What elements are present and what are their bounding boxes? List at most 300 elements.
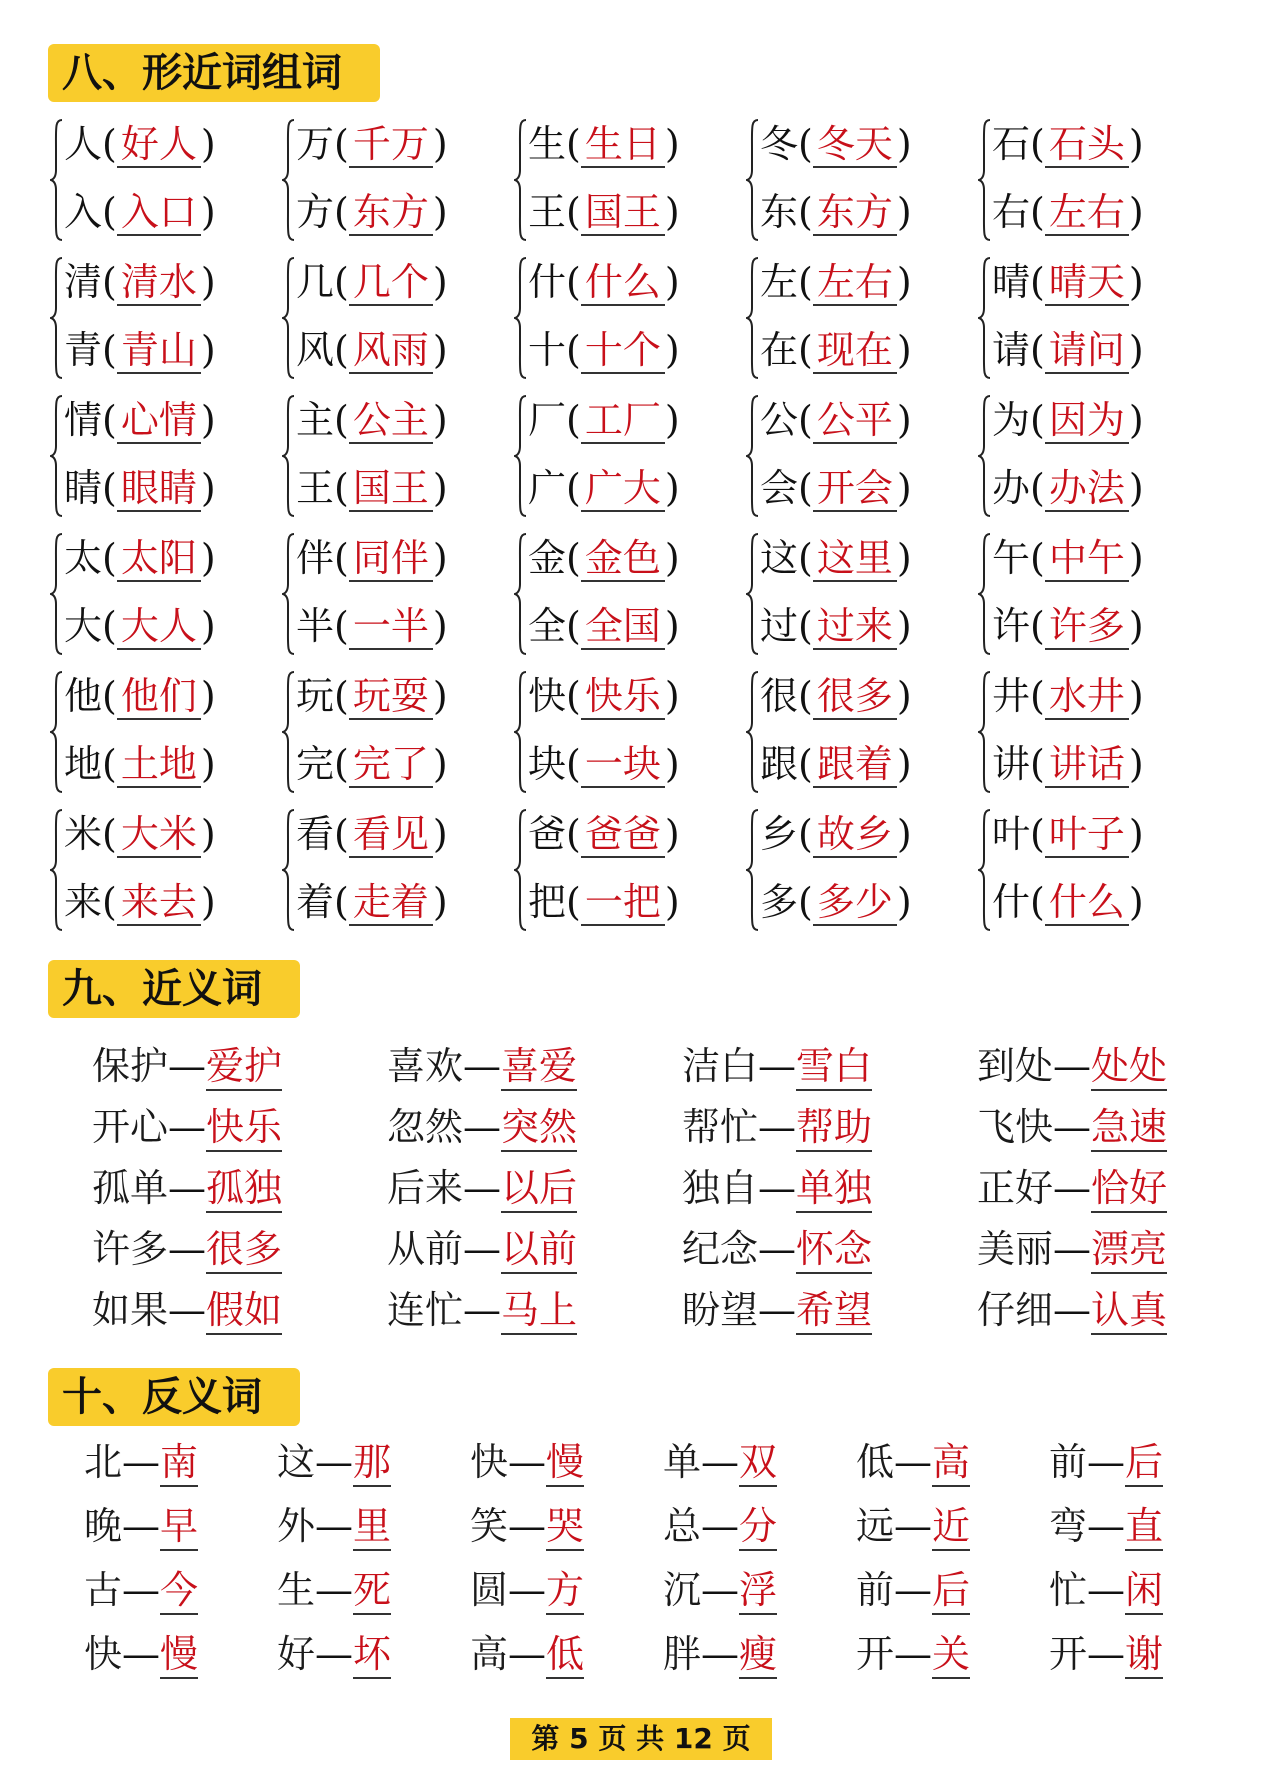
char-pair	[282, 250, 514, 388]
synonym-item	[92, 1040, 387, 1101]
synonym-word: 后来	[387, 1166, 464, 1210]
pair-line: 多( 多少 )	[760, 880, 912, 924]
antonym-word: 前	[1049, 1440, 1088, 1484]
char-pair	[746, 250, 978, 388]
synonym-item	[977, 1040, 1212, 1101]
dash: —	[463, 1044, 502, 1088]
base-char: 米	[64, 812, 103, 856]
synonym-word: 忽然	[387, 1105, 464, 1149]
dash: —	[508, 1568, 547, 1612]
answer-word: 国王	[349, 466, 433, 512]
pair-line: 入( 入口 )	[64, 190, 216, 234]
char-pair	[282, 112, 514, 250]
char-pair	[978, 250, 1208, 388]
dash: —	[168, 1166, 207, 1210]
antonym-item	[1049, 1628, 1209, 1692]
base-char: 跟	[760, 742, 799, 786]
base-char: 这	[760, 536, 799, 580]
dash: —	[1087, 1568, 1126, 1612]
brace-icon	[978, 394, 992, 518]
dash: —	[1087, 1440, 1126, 1484]
pair-line: 看( 看见 )	[296, 812, 448, 856]
pair-line: 右( 左右 )	[992, 190, 1144, 234]
char-pair	[50, 112, 282, 250]
antonym-word: 弯	[1049, 1504, 1088, 1548]
dash: —	[315, 1568, 354, 1612]
char-pair	[514, 664, 746, 802]
answer-word: 什么	[581, 260, 665, 306]
brace-icon	[282, 256, 296, 380]
antonym-item	[663, 1628, 856, 1692]
dash: —	[168, 1105, 207, 1149]
answer-word: 讲话	[1045, 742, 1129, 788]
pair-line: 半( 一半 )	[296, 604, 448, 648]
brace-icon	[50, 394, 64, 518]
answer-word: 国王	[581, 190, 665, 236]
base-char: 全	[528, 604, 567, 648]
answer-word: 入口	[117, 190, 201, 236]
dash: —	[1053, 1166, 1092, 1210]
answer-word: 东方	[813, 190, 897, 236]
char-pair	[746, 112, 978, 250]
char-pair	[978, 526, 1208, 664]
dash: —	[701, 1568, 740, 1612]
synonym-word: 如果	[92, 1288, 169, 1332]
answer-word: 十个	[581, 328, 665, 374]
antonym-word: 开	[1049, 1632, 1088, 1676]
brace-icon	[50, 256, 64, 380]
antonym-word: 外	[277, 1504, 316, 1548]
char-pair	[746, 802, 978, 940]
brace-icon	[746, 256, 760, 380]
pair-line: 办( 办法 )	[992, 466, 1144, 510]
base-char: 入	[64, 190, 103, 234]
synonym-answer: 爱护	[206, 1043, 282, 1091]
similar-char-grid	[50, 112, 1240, 942]
pair-line: 几( 几个 )	[296, 260, 448, 304]
answer-word: 土地	[117, 742, 201, 788]
antonym-answer: 方	[546, 1567, 584, 1615]
pair-line: 人( 好人 )	[64, 122, 216, 166]
answer-word: 公主	[349, 398, 433, 444]
base-char: 大	[64, 604, 103, 648]
dash: —	[508, 1440, 547, 1484]
pair-line: 米( 大米 )	[64, 812, 216, 856]
antonym-word: 好	[277, 1632, 316, 1676]
answer-word: 因为	[1045, 398, 1129, 444]
brace-icon	[746, 808, 760, 932]
antonym-word: 低	[856, 1440, 895, 1484]
antonym-answer: 南	[160, 1439, 198, 1487]
base-char: 办	[992, 466, 1031, 510]
synonym-answer: 马上	[501, 1287, 577, 1335]
pair-line: 什( 什么 )	[528, 260, 680, 304]
antonym-answer: 那	[353, 1439, 391, 1487]
synonym-item	[387, 1101, 682, 1162]
pair-line: 会( 开会 )	[760, 466, 912, 510]
brace-icon	[746, 118, 760, 242]
dash: —	[168, 1288, 207, 1332]
antonym-word: 古	[84, 1568, 123, 1612]
antonym-grid	[84, 1436, 1214, 1692]
char-pair	[50, 388, 282, 526]
antonym-answer: 早	[160, 1503, 198, 1551]
base-char: 几	[296, 260, 335, 304]
dash: —	[1053, 1044, 1092, 1088]
brace-icon	[978, 532, 992, 656]
synonym-grid	[92, 1040, 1212, 1345]
base-char: 完	[296, 742, 335, 786]
brace-icon	[514, 256, 528, 380]
dash: —	[463, 1166, 502, 1210]
base-char: 半	[296, 604, 335, 648]
base-char: 叶	[992, 812, 1031, 856]
pair-line: 为( 因为 )	[992, 398, 1144, 442]
char-pair	[50, 526, 282, 664]
answer-word: 工厂	[581, 398, 665, 444]
dash: —	[122, 1504, 161, 1548]
base-char: 地	[64, 742, 103, 786]
antonym-word: 快	[470, 1440, 509, 1484]
synonym-item	[977, 1223, 1212, 1284]
base-char: 风	[296, 328, 335, 372]
synonym-word: 孤单	[92, 1166, 169, 1210]
brace-icon	[50, 118, 64, 242]
synonym-item	[682, 1162, 977, 1223]
synonym-answer: 假如	[206, 1287, 282, 1335]
pair-line: 什( 什么 )	[992, 880, 1144, 924]
answer-word: 走着	[349, 880, 433, 926]
base-char: 乡	[760, 812, 799, 856]
pair-line: 太( 太阳 )	[64, 536, 216, 580]
base-char: 晴	[992, 260, 1031, 304]
antonym-word: 快	[84, 1632, 123, 1676]
synonym-answer: 快乐	[206, 1104, 282, 1152]
pair-line: 风( 风雨 )	[296, 328, 448, 372]
antonym-answer: 高	[932, 1439, 970, 1487]
pair-line: 着( 走着 )	[296, 880, 448, 924]
dash: —	[463, 1227, 502, 1271]
synonym-word: 独自	[682, 1166, 759, 1210]
antonym-answer: 浮	[739, 1567, 777, 1615]
synonym-word: 盼望	[682, 1288, 759, 1332]
dash: —	[463, 1105, 502, 1149]
antonym-word: 高	[470, 1632, 509, 1676]
base-char: 睛	[64, 466, 103, 510]
char-pair	[50, 664, 282, 802]
answer-word: 爸爸	[581, 812, 665, 858]
antonym-item	[470, 1564, 663, 1628]
synonym-item	[682, 1223, 977, 1284]
dash: —	[315, 1632, 354, 1676]
answer-word: 一块	[581, 742, 665, 788]
base-char: 情	[64, 398, 103, 442]
answer-word: 广大	[581, 466, 665, 512]
base-char: 什	[992, 880, 1031, 924]
answer-word: 办法	[1045, 466, 1129, 512]
brace-icon	[746, 670, 760, 794]
char-pair	[746, 664, 978, 802]
answer-word: 很多	[813, 674, 897, 720]
base-char: 过	[760, 604, 799, 648]
synonym-answer: 很多	[206, 1226, 282, 1274]
brace-icon	[282, 394, 296, 518]
dash: —	[758, 1166, 797, 1210]
pair-line: 很( 很多 )	[760, 674, 912, 718]
dash: —	[701, 1440, 740, 1484]
page-indicator: 第 5 页 共 12 页	[510, 1718, 772, 1760]
answer-word: 好人	[117, 122, 201, 168]
answer-word: 许多	[1045, 604, 1129, 650]
answer-word: 一把	[581, 880, 665, 926]
base-char: 太	[64, 536, 103, 580]
char-pair	[282, 388, 514, 526]
dash: —	[758, 1044, 797, 1088]
base-char: 看	[296, 812, 335, 856]
antonym-item	[856, 1564, 1049, 1628]
answer-word: 全国	[581, 604, 665, 650]
antonym-item	[84, 1436, 277, 1500]
char-pair	[514, 112, 746, 250]
synonym-answer: 恰好	[1091, 1165, 1167, 1213]
synonym-word: 许多	[92, 1227, 169, 1271]
answer-word: 中午	[1045, 536, 1129, 582]
pair-line: 快( 快乐 )	[528, 674, 680, 718]
answer-word: 青山	[117, 328, 201, 374]
pair-line: 王( 国王 )	[528, 190, 680, 234]
pair-line: 石( 石头 )	[992, 122, 1144, 166]
synonym-word: 到处	[977, 1044, 1054, 1088]
antonym-word: 这	[277, 1440, 316, 1484]
synonym-answer: 怀念	[796, 1226, 872, 1274]
synonym-answer: 孤独	[206, 1165, 282, 1213]
base-char: 许	[992, 604, 1031, 648]
brace-icon	[282, 808, 296, 932]
pair-line: 晴( 晴天 )	[992, 260, 1144, 304]
base-char: 方	[296, 190, 335, 234]
dash: —	[168, 1227, 207, 1271]
synonym-item	[977, 1284, 1212, 1345]
dash: —	[758, 1288, 797, 1332]
synonym-answer: 处处	[1091, 1043, 1167, 1091]
brace-icon	[282, 532, 296, 656]
base-char: 左	[760, 260, 799, 304]
synonym-word: 喜欢	[387, 1044, 464, 1088]
antonym-item	[277, 1628, 470, 1692]
synonym-item	[92, 1284, 387, 1345]
pair-line: 叶( 叶子 )	[992, 812, 1144, 856]
synonym-item	[92, 1223, 387, 1284]
pair-line: 请( 请问 )	[992, 328, 1144, 372]
pair-line: 十( 十个 )	[528, 328, 680, 372]
brace-icon	[978, 118, 992, 242]
antonym-answer: 瘦	[739, 1631, 777, 1679]
pair-line: 伴( 同伴 )	[296, 536, 448, 580]
synonym-word: 从前	[387, 1227, 464, 1271]
synonym-item	[387, 1162, 682, 1223]
antonym-item	[856, 1628, 1049, 1692]
pair-line: 乡( 故乡 )	[760, 812, 912, 856]
answer-word: 眼睛	[117, 466, 201, 512]
answer-word: 来去	[117, 880, 201, 926]
answer-word: 同伴	[349, 536, 433, 582]
answer-word: 这里	[813, 536, 897, 582]
antonym-answer: 哭	[546, 1503, 584, 1551]
dash: —	[122, 1568, 161, 1612]
base-char: 右	[992, 190, 1031, 234]
dash: —	[701, 1632, 740, 1676]
brace-icon	[514, 394, 528, 518]
char-pair	[978, 802, 1208, 940]
brace-icon	[746, 394, 760, 518]
antonym-word: 北	[84, 1440, 123, 1484]
base-char: 他	[64, 674, 103, 718]
pair-line: 金( 金色 )	[528, 536, 680, 580]
pair-line: 左( 左右 )	[760, 260, 912, 304]
pair-line: 过( 过来 )	[760, 604, 912, 648]
pair-line: 东( 东方 )	[760, 190, 912, 234]
pair-line: 冬( 冬天 )	[760, 122, 912, 166]
base-char: 生	[528, 122, 567, 166]
answer-word: 看见	[349, 812, 433, 858]
section-title-antonyms: 十、反义词	[48, 1368, 300, 1426]
dash: —	[315, 1504, 354, 1548]
synonym-word: 正好	[977, 1166, 1054, 1210]
dash: —	[701, 1504, 740, 1548]
antonym-answer: 分	[739, 1503, 777, 1551]
answer-word: 一半	[349, 604, 433, 650]
answer-word: 什么	[1045, 880, 1129, 926]
dash: —	[508, 1504, 547, 1548]
answer-word: 石头	[1045, 122, 1129, 168]
base-char: 在	[760, 328, 799, 372]
antonym-word: 总	[663, 1504, 702, 1548]
antonym-word: 生	[277, 1568, 316, 1612]
antonym-item	[663, 1564, 856, 1628]
dash: —	[122, 1440, 161, 1484]
antonym-word: 圆	[470, 1568, 509, 1612]
synonym-answer: 喜爱	[501, 1043, 577, 1091]
section-title-synonyms: 九、近义词	[48, 960, 300, 1018]
answer-word: 水井	[1045, 674, 1129, 720]
synonym-answer: 认真	[1091, 1287, 1167, 1335]
answer-word: 东方	[349, 190, 433, 236]
pair-line: 全( 全国 )	[528, 604, 680, 648]
antonym-answer: 慢	[160, 1631, 198, 1679]
dash: —	[463, 1288, 502, 1332]
base-char: 石	[992, 122, 1031, 166]
antonym-answer: 关	[932, 1631, 970, 1679]
base-char: 把	[528, 880, 567, 924]
synonym-answer: 希望	[796, 1287, 872, 1335]
answer-word: 开会	[813, 466, 897, 512]
antonym-word: 单	[663, 1440, 702, 1484]
dash: —	[1053, 1105, 1092, 1149]
pair-line: 跟( 跟着 )	[760, 742, 912, 786]
pair-line: 厂( 工厂 )	[528, 398, 680, 442]
antonym-word: 笑	[470, 1504, 509, 1548]
pair-line: 情( 心情 )	[64, 398, 216, 442]
pair-line: 万( 千万 )	[296, 122, 448, 166]
pair-line: 广( 广大 )	[528, 466, 680, 510]
pair-line: 大( 大人 )	[64, 604, 216, 648]
pair-line: 在( 现在 )	[760, 328, 912, 372]
antonym-answer: 坏	[353, 1631, 391, 1679]
synonym-item	[92, 1162, 387, 1223]
pair-line: 清( 清水 )	[64, 260, 216, 304]
synonym-answer: 漂亮	[1091, 1226, 1167, 1274]
dash: —	[168, 1044, 207, 1088]
antonym-item	[84, 1564, 277, 1628]
antonym-item	[84, 1628, 277, 1692]
antonym-answer: 今	[160, 1567, 198, 1615]
synonym-item	[682, 1040, 977, 1101]
antonym-item	[470, 1500, 663, 1564]
antonym-word: 远	[856, 1504, 895, 1548]
char-pair	[282, 664, 514, 802]
synonym-answer: 帮助	[796, 1104, 872, 1152]
answer-word: 千万	[349, 122, 433, 168]
dash: —	[315, 1440, 354, 1484]
dash: —	[508, 1632, 547, 1676]
pair-line: 午( 中午 )	[992, 536, 1144, 580]
synonym-answer: 单独	[796, 1165, 872, 1213]
pair-line: 玩( 玩耍 )	[296, 674, 448, 718]
synonym-item	[387, 1223, 682, 1284]
synonym-word: 仔细	[977, 1288, 1054, 1332]
char-pair	[514, 526, 746, 664]
synonym-item	[977, 1162, 1212, 1223]
synonym-item	[682, 1284, 977, 1345]
base-char: 广	[528, 466, 567, 510]
pair-line: 睛( 眼睛 )	[64, 466, 216, 510]
synonym-word: 美丽	[977, 1227, 1054, 1271]
dash: —	[1087, 1632, 1126, 1676]
antonym-answer: 慢	[546, 1439, 584, 1487]
dash: —	[758, 1227, 797, 1271]
antonym-item	[1049, 1564, 1209, 1628]
answer-word: 晴天	[1045, 260, 1129, 306]
synonym-item	[682, 1101, 977, 1162]
base-char: 青	[64, 328, 103, 372]
answer-word: 风雨	[349, 328, 433, 374]
brace-icon	[282, 670, 296, 794]
antonym-item	[663, 1436, 856, 1500]
pair-line: 完( 完了 )	[296, 742, 448, 786]
synonym-word: 连忙	[387, 1288, 464, 1332]
pair-line: 块( 一块 )	[528, 742, 680, 786]
pair-line: 生( 生日 )	[528, 122, 680, 166]
base-char: 为	[992, 398, 1031, 442]
synonym-word: 纪念	[682, 1227, 759, 1271]
base-char: 厂	[528, 398, 567, 442]
brace-icon	[746, 532, 760, 656]
dash: —	[894, 1504, 933, 1548]
pair-line: 爸( 爸爸 )	[528, 812, 680, 856]
base-char: 什	[528, 260, 567, 304]
pair-line: 方( 东方 )	[296, 190, 448, 234]
answer-word: 太阳	[117, 536, 201, 582]
section-title-similar-chars: 八、形近词组词	[48, 44, 380, 102]
base-char: 伴	[296, 536, 335, 580]
base-char: 午	[992, 536, 1031, 580]
answer-word: 左右	[813, 260, 897, 306]
synonym-word: 洁白	[682, 1044, 759, 1088]
dash: —	[1053, 1227, 1092, 1271]
char-pair	[978, 112, 1208, 250]
char-pair	[282, 526, 514, 664]
dash: —	[894, 1632, 933, 1676]
